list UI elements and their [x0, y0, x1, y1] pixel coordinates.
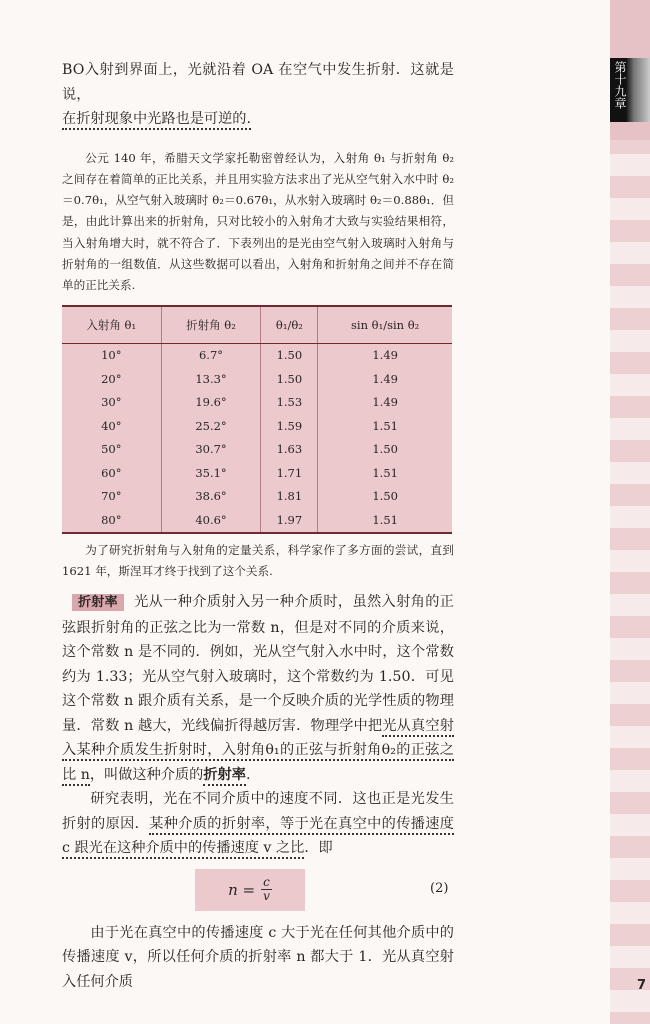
table-cell: 1.49	[318, 343, 452, 367]
table-cell: 50°	[101, 442, 122, 457]
table-cell: 1.71	[261, 461, 318, 485]
speed-end: ．即	[304, 840, 333, 857]
column-header: 入射角 θ₁	[62, 306, 161, 344]
table-row	[62, 367, 452, 391]
speed-definition: 某种介质的折射率，等于光在真空中的传播速度 c 跟光在这种介质中的传播速度 v 之比	[62, 816, 454, 860]
table-cell: 6.7°	[161, 343, 261, 367]
caption-text: 为了研究折射角与入射角的定量关系，科学家作了多方面的尝试，直到 1621 年，斯涅耳才终于找到了这个关系.	[62, 542, 454, 578]
table-row	[62, 438, 452, 462]
table-cell: 1.51	[318, 461, 452, 485]
conclusion-text: 由于光在真空中的传播速度 c 大于光在任何其他介质中的传播速度 v，所以任何介质的折射率 n 都大于 1．光从真空射入任何介质	[62, 924, 454, 990]
denominator: v	[263, 889, 270, 904]
table-cell: 1.50	[261, 343, 318, 367]
caption	[62, 540, 454, 583]
refraction-text-2: ，叫做这种介质的	[89, 766, 204, 783]
table-row	[62, 391, 452, 415]
refraction-text: 光从一种介质射入另一种介质时，虽然入射角的正弦跟折射角的正弦之比为一常数 n，但是对不同的介质来说，这个常数 n 是不同的．例如，光从空气射入水中时，这个常数约为 1.33；光从空气射入玻璃时，这个常数约为 1.50．可见这个常数 n 跟介质有关系，是一个反映介质的光学性质的物理量．常数 n 越大，光线偏折得越厉害．物理学中把	[62, 594, 454, 734]
table-cell: 35.1°	[161, 461, 261, 485]
numerator: c	[263, 875, 270, 890]
refraction-section	[62, 590, 454, 861]
period: .	[245, 766, 251, 783]
table-row	[62, 343, 452, 367]
table-cell: 13.3°	[161, 367, 261, 391]
equation-number: (2)	[430, 880, 449, 896]
table-row	[62, 461, 452, 485]
intro-paragraph	[62, 58, 454, 132]
speed-text: 研究表明，光在不同介质中的速度不同．这也正是光发生折射的原因．	[62, 791, 454, 832]
table-cell: 25.2°	[161, 414, 261, 438]
chapter-tab	[610, 58, 650, 122]
table-cell: 60°	[101, 465, 122, 480]
angle-table	[62, 305, 452, 534]
formula-box	[195, 869, 305, 911]
term-badge: 折射率	[72, 594, 124, 611]
table-cell: 1.50	[261, 367, 318, 391]
table-row	[62, 485, 452, 509]
table-row	[62, 508, 452, 533]
chapter-label: 第十九章	[613, 61, 627, 109]
table-cell: 1.50	[318, 438, 452, 462]
formula-row	[62, 869, 454, 911]
table-cell: 1.51	[318, 414, 452, 438]
page-number: 7	[636, 978, 646, 993]
column-header: 折射角 θ₂	[161, 306, 261, 344]
table-cell: 40°	[101, 418, 122, 433]
table-cell: 1.51	[318, 508, 452, 533]
table-cell: 80°	[101, 512, 122, 527]
table-cell: 70°	[101, 489, 122, 504]
table-cell: 1.49	[318, 391, 452, 415]
column-header: θ₁/θ₂	[261, 306, 318, 344]
conclusion-paragraph	[62, 921, 454, 995]
table-cell: 1.63	[261, 438, 318, 462]
intro-line: BO入射到界面上，光就沿着 OA 在空气中发生折射．这就是说，	[62, 62, 454, 103]
history-paragraph	[62, 148, 454, 297]
refraction-term: 折射率	[203, 767, 246, 786]
column-header: sin θ₁/sin θ₂	[318, 306, 452, 344]
table-cell: 1.49	[318, 367, 452, 391]
content-column	[62, 0, 454, 1024]
table-cell: 1.81	[261, 485, 318, 509]
table-cell: 20°	[101, 371, 122, 386]
table-cell: 40.6°	[161, 508, 261, 533]
table-row	[62, 414, 452, 438]
table-cell: 38.6°	[161, 485, 261, 509]
table-cell: 1.59	[261, 414, 318, 438]
formula-fraction	[261, 876, 272, 903]
table-cell: 10°	[101, 348, 122, 363]
formula-lhs: n =	[228, 880, 256, 899]
table-cell: 1.50	[318, 485, 452, 509]
table-cell: 1.97	[261, 508, 318, 533]
history-text: 公元 140 年，希腊天文学家托勒密曾经认为，入射角 θ₁ 与折射角 θ₂ 之间存在着简单的正比关系，并且用实验方法求出了光从空气射入水中时 θ₂＝0.7θ₁，从空气射入玻璃时 θ₂＝0.67θ₁，从水射入玻璃时 θ₂＝0.88θ₁．但是，由此计算出来的折射角，只对比较小的入射角才大致与实验结果相符，当入射角增大时，就不符合了．下表列出的是光由空气射入玻璃时入射角与折射角的一组数值．从这些数据可以看出，入射角和折射角之间并不存在简单的正比关系.	[62, 150, 454, 293]
table-cell: 30.7°	[161, 438, 261, 462]
table-cell: 1.53	[261, 391, 318, 415]
table-cell: 30°	[101, 395, 122, 410]
margin-strip	[610, 0, 650, 1024]
table-cell: 19.6°	[161, 391, 261, 415]
intro-emphasis: 在折射现象中光路也是可逆的.	[62, 111, 251, 130]
refraction-definition: 光从真空射入某种介质发生折射时，入射角θ₁的正弦与折射角θ₂的正弦之比 n	[62, 718, 454, 786]
